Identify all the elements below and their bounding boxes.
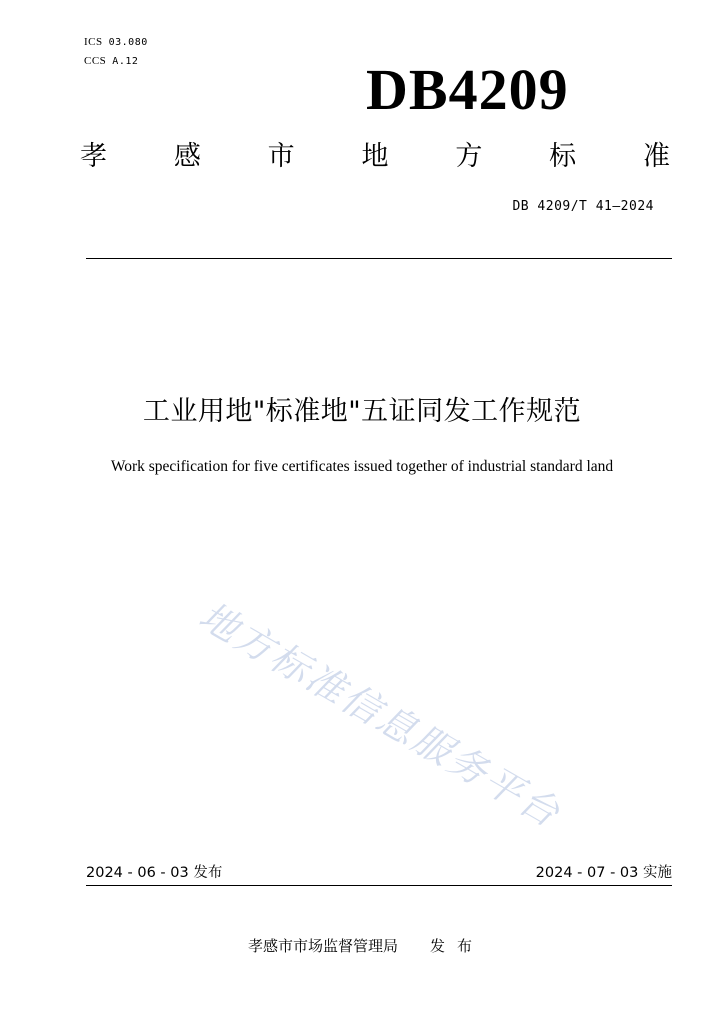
standard-number: DB 4209/T 41—2024 (512, 199, 654, 214)
issuing-authority (248, 936, 484, 956)
standard-type-char: 标 (549, 141, 577, 172)
ics-code: 03.080 (108, 37, 148, 48)
publish-date: 2024 - 06 - 03 发布 (86, 865, 223, 881)
document-title-english: Work specification for five certificates issued together of industrial standard land (110, 458, 614, 475)
bottom-divider (86, 885, 672, 886)
document-title-chinese: 工业用地"标准地"五证同发工作规范 (142, 396, 582, 427)
ccs-code: A.12 (112, 56, 139, 67)
issuer-name: 孝感市市场监督管理局 (248, 937, 399, 955)
issue-word: 发布 (430, 937, 485, 955)
standard-type-char: 孝 (80, 141, 107, 172)
ccs-label: CCS (84, 55, 107, 67)
standard-type-char: 地 (361, 141, 389, 172)
standard-type-char: 方 (455, 141, 483, 172)
ics-classification (84, 36, 148, 48)
db-standard-logo: DB4209 (366, 57, 569, 122)
standard-type-char: 市 (267, 141, 295, 172)
standard-type-char: 感 (173, 141, 201, 172)
standard-type-heading (80, 140, 670, 174)
effective-date: 2024 - 07 - 03 实施 (535, 865, 672, 881)
ics-label: ICS (84, 36, 103, 48)
watermark: 地方标准信息服务平台 (191, 593, 569, 837)
ccs-classification (84, 55, 138, 67)
standard-type-char: 准 (642, 141, 670, 172)
top-divider (86, 258, 672, 259)
